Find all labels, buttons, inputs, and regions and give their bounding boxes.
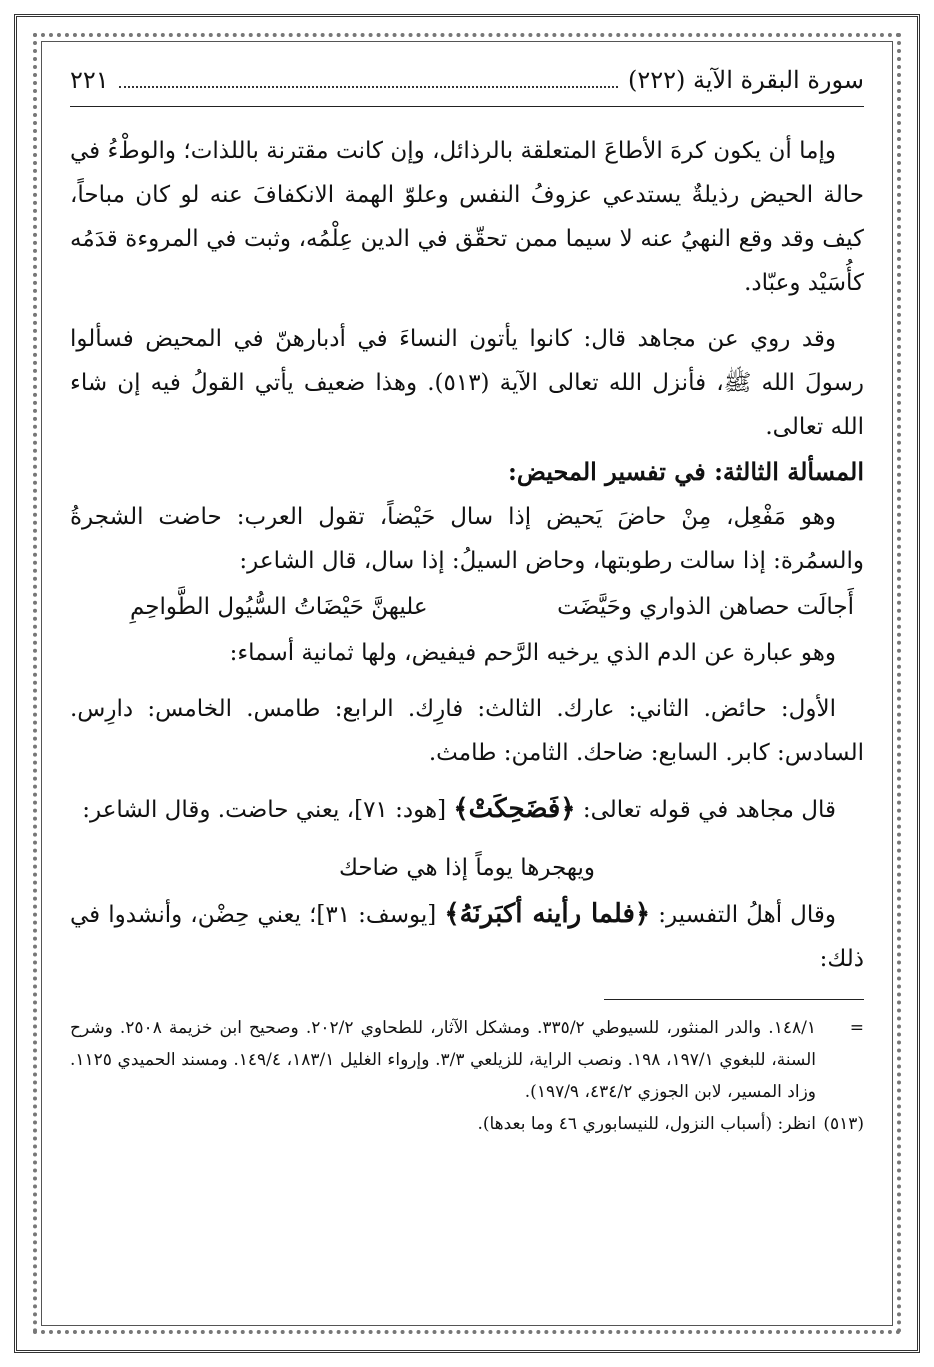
tafsir-text-after: [يوسف: ٣١]؛ يعني حِضْن، وأنشدوا في ذلك: [70, 902, 864, 972]
header-title: سورة البقرة الآية (٢٢٢) [627, 66, 864, 94]
names-paragraph: الأول: حائض. الثاني: عارك. الثالث: فارِك. الرابع: طامس. الخامس: دارِس. السادس: كابر. السابع: ضاحك. الثامن: طامث. [70, 696, 864, 766]
running-header [70, 60, 864, 107]
paragraph-2: وقد روي عن مجاهد قال: كانوا يأتون النساءَ في أدبارهنّ في المحيض فسألوا رسولَ الله ﷺ، فأنزل الله تعالى الآية (٥١٣). وهذا ضعيف يأتي القولُ فيه إن شاء الله تعالى. [70, 326, 864, 440]
footnote-513 [70, 1108, 864, 1140]
after-verse-paragraph: وهو عبارة عن الدم الذي يرخيه الرَّحم فيفيض، ولها ثمانية أسماء: [229, 640, 836, 666]
book-page [70, 60, 864, 1300]
mujahid-text-after: [هود: ٧١]، يعني حاضت. وقال الشاعر: [82, 797, 454, 823]
verse-second-hemistich: عليهنَّ حَيْضَاتُ السُّيُول الطَّواحِمِ [130, 594, 428, 620]
page-number: ٢٢١ [70, 66, 109, 94]
mujahid-text-before: قال مجاهد في قوله تعالى: [575, 797, 836, 823]
footnote-mark: = [849, 1018, 864, 1038]
page-body [70, 129, 864, 1140]
footnote-mark: (٥١٣) [823, 1114, 864, 1134]
tafsir-text-before: وقال أهلُ التفسير: [650, 902, 836, 928]
poetry-half-verse: ويهجرها يوماً إذا هي ضاحك [338, 855, 596, 881]
footnote-separator [604, 999, 864, 1000]
footnote-text: انظر: (أسباب النزول، للنيسابوري ٤٦ وما بعدها). [477, 1114, 816, 1134]
paragraph-1: وإما أن يكون كرهَ الأطاعَ المتعلقة بالرذائل، وإن كانت مقترنة باللذات؛ والوطْءُ في حالة الحيض رذيلةٌ يستدعي عزوفُ النفس وعلوّ الهمة الانكفافَ عنه لو كان مباحاً، كيف وقد وقع النهيُ عنه لا سيما ممن تحقّق في الدين عِلْمُه، وثبت في المروءة قدَمُه كأُسَيْد وعبّاد. [70, 138, 864, 296]
header-dot-leader [119, 72, 618, 88]
section-heading: المسألة الثالثة: في تفسير المحيض: [507, 457, 864, 486]
poetry-verse [70, 583, 864, 631]
footnote-continued [70, 1012, 864, 1108]
tafsir-paragraph [70, 892, 864, 981]
quran-quote-akbarnahu: ﴿فلما رأينه أكبَرنَهُ﴾ [444, 899, 651, 929]
quran-quote-fadahikat: ﴿فَضَحِكَتْ﴾ [453, 794, 576, 824]
footnotes [70, 1012, 864, 1140]
definition-paragraph: وهو مَفْعِل، مِنْ حاضَ يَحيض إذا سال حَيْضاً، تقول العرب: حاضت الشجرةُ والسمُرة: إذا سالت رطوبتها، وحاض السيلُ: إذا سال، قال الشاعر: [70, 504, 864, 574]
verse-first-hemistich: أَجالَت حصاهن الذواري وحَيَّضَت [557, 594, 854, 620]
footnote-text: ١٤٨/١. والدر المنثور، للسيوطي ٣٣٥/٢. ومشكل الآثار، للطحاوي ٢٠٢/٢. وصحيح ابن خزيمة ٢٥٠٨. وشرح السنة، للبغوي ١٩٧/١، ١٩٨. ونصب الراية، للزيلعي ٣/٣. وإرواء الغليل ١٨٣/١، ١٤٩/٤. ومسند الحميدي ١١٢٥. وزاد المسير، لابن الجوزي ٤٣٤/٢، ١٩٧/٩). [70, 1018, 817, 1102]
mujahid-paragraph [70, 787, 864, 832]
